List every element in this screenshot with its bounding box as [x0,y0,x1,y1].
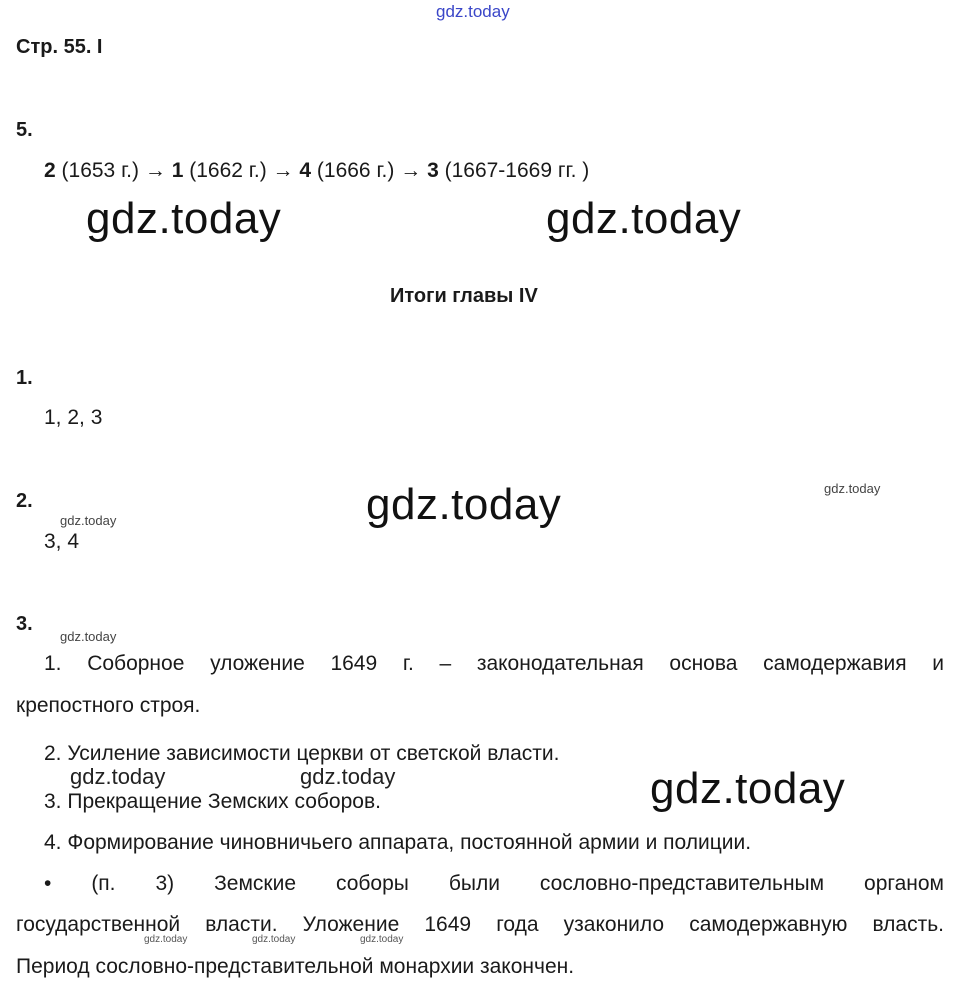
watermark-large: gdz.today [546,194,742,243]
watermark-large: gdz.today [366,480,562,529]
section-title: Итоги главы IV [390,285,538,307]
q3-note-line3: Период сословно-представительной монархии закончен. [16,955,575,978]
watermark-tiny: gdz.today [252,934,296,945]
arrow-icon: → [272,159,294,182]
q3-note-line1: • (п. 3) Земские соборы были сословно-представительным органом [44,872,944,895]
seq-step-number: 1 [171,159,184,182]
task5-sequence [44,159,589,183]
seq-step-date: (1667-1669 гг. ) [444,159,590,182]
q3-item1-line2: крепостного строя. [16,694,201,717]
q3-item1-line1: 1. Соборное уложение 1649 г. – законодательная основа самодержавия и [44,652,944,675]
arrow-icon: → [400,159,422,182]
seq-step-number: 2 [44,159,56,182]
q1-answer: 1, 2, 3 [44,406,103,429]
seq-step-date: (1666 г.) [316,159,395,182]
q3-note-line2: государственной власти. Уложение 1649 года узаконило самодержавную власть. [16,913,944,936]
watermark-tiny: gdz.today [360,934,404,945]
arrow-icon: → [144,159,166,182]
q3-item2: 2. Усиление зависимости церкви от светской власти. [44,742,560,765]
q1-number: 1. [16,367,33,389]
q3-number: 3. [16,613,33,635]
watermark-medium: gdz.today [300,764,396,789]
watermark-large: gdz.today [86,194,282,243]
watermark-small: gdz.today [60,513,117,528]
watermark-medium: gdz.today [70,764,166,789]
q3-item3: 3. Прекращение Земских соборов. [44,790,381,813]
watermark-tiny: gdz.today [144,934,188,945]
seq-step-date: (1662 г.) [189,159,267,182]
watermark-top: gdz.today [436,2,510,21]
watermark-small: gdz.today [60,629,117,644]
q3-item4: 4. Формирование чиновничьего аппарата, постоянной армии и полиции. [44,831,752,854]
seq-step-number: 3 [427,159,439,182]
seq-step-number: 4 [299,159,312,182]
task5-number: 5. [16,119,33,141]
watermark-large: gdz.today [650,764,846,813]
q2-number: 2. [16,490,33,512]
seq-step-date: (1653 г.) [61,159,139,182]
page-header: Стр. 55. I [16,36,103,58]
q2-answer: 3, 4 [44,530,80,553]
watermark-small: gdz.today [824,481,881,496]
